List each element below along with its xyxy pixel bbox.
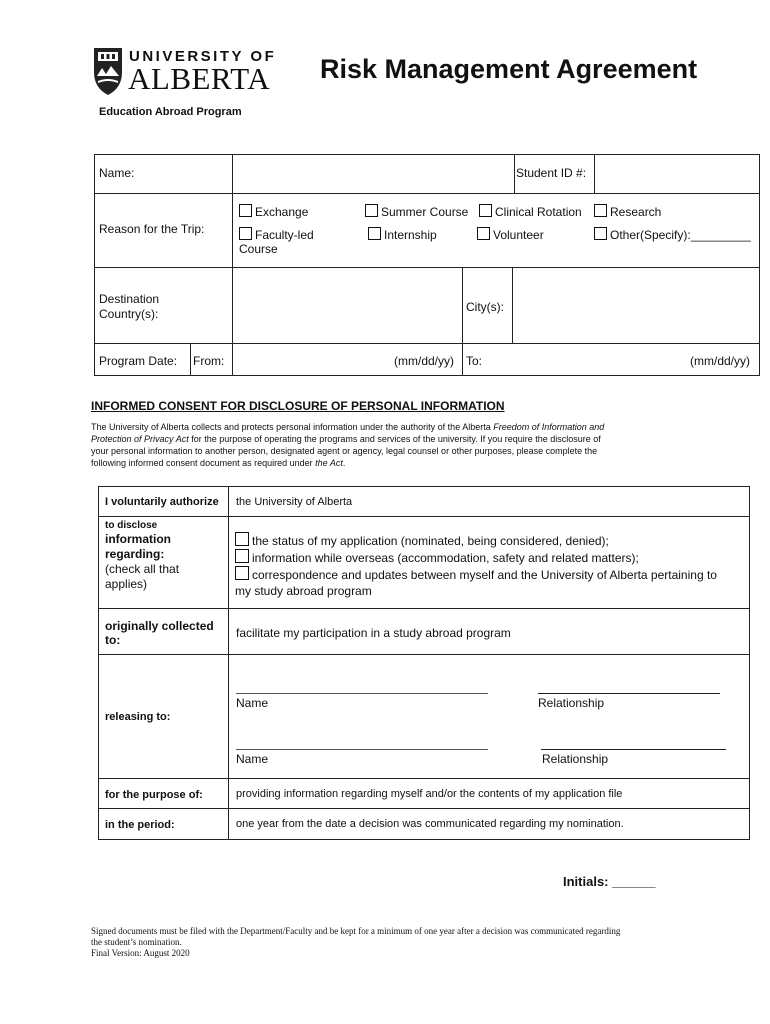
checkbox[interactable] (365, 204, 378, 217)
recipient-2-relationship-line[interactable] (541, 749, 726, 750)
checkbox[interactable] (239, 227, 252, 240)
period-label: in the period: (105, 819, 175, 831)
reason-faculty-led[interactable]: Faculty-led Course (239, 228, 314, 256)
reason-research[interactable]: Research (594, 204, 661, 219)
student-id-label: Student ID #: (516, 166, 587, 180)
from-date-format: (mm/dd/yy) (394, 354, 454, 368)
destination-label: Destination Country(s): (99, 292, 160, 321)
purpose-label: for the purpose of: (105, 789, 203, 801)
authorize-value: the University of Alberta (236, 496, 353, 508)
reason-label: Reason for the Trip: (99, 222, 205, 236)
city-field[interactable] (514, 269, 758, 343)
consent-heading: INFORMED CONSENT FOR DISCLOSURE OF PERSONAL INFORMATION (91, 399, 505, 413)
option-overseas-info[interactable]: information while overseas (accommodation, safety and related matters); (235, 549, 717, 566)
purpose-value: providing information regarding myself and/or the contents of my application file (236, 788, 623, 800)
logo-line-alberta: ALBERTA (128, 61, 271, 96)
to-date-format: (mm/dd/yy) (690, 354, 750, 368)
consent-paragraph: The University of Alberta collects and protects personal information under the authority of the Alberta Freedom of Information and Protection of Privacy Act for the purpose of operating the programs and services of the university. If you require the disclosure of your personal information to another person, designated agent or agency, legal counsel or other purposes, please complete the following informed consent document as required under the Act. (91, 422, 605, 468)
option-correspondence[interactable]: correspondence and updates between myself and the University of Alberta pertaining to (235, 566, 717, 583)
student-id-field[interactable] (596, 155, 758, 193)
checkbox[interactable] (594, 204, 607, 217)
reason-internship[interactable]: Internship (368, 227, 437, 242)
checkbox[interactable] (239, 204, 252, 217)
destination-field[interactable] (234, 269, 461, 343)
consent-table (98, 486, 750, 840)
recipient-2-name-line[interactable] (236, 749, 488, 750)
name-field[interactable] (234, 155, 513, 193)
to-label: To: (466, 354, 483, 368)
releasing-label: releasing to: (105, 711, 171, 723)
program-date-label: Program Date: (99, 354, 178, 368)
logo-line-university-of: UNIVERSITY OF (129, 48, 277, 65)
checkbox[interactable] (235, 566, 249, 580)
footer-note: Signed documents must be filed with the Department/Faculty and be kept for a minimum of one year after a decision was communicated regarding the student’s nomination. Final Version: August 2020 (91, 926, 621, 958)
checkbox[interactable] (368, 227, 381, 240)
checkbox[interactable] (235, 532, 249, 546)
reason-clinical-rotation[interactable]: Clinical Rotation (479, 204, 582, 219)
initials-line[interactable]: ______ (612, 874, 656, 889)
document-title: Risk Management Agreement (320, 54, 698, 84)
city-label: City(s): (466, 300, 504, 314)
version-label: Final Version: August 2020 (91, 948, 190, 958)
collected-value: facilitate my participation in a study abroad program (236, 626, 511, 640)
university-logo (92, 46, 284, 98)
disclosure-options: the status of my application (nominated, being considered, denied); information while overseas (accommodation, safety and related matters); correspondence and updates between myself and the University of Alberta pertaining to my study abroad program (235, 534, 717, 598)
name-label: Name: (99, 166, 135, 180)
recipient-1-relationship-caption: Relationship (538, 696, 605, 710)
reason-volunteer[interactable]: Volunteer (477, 227, 544, 242)
recipient-1-name-caption: Name (236, 696, 269, 710)
checkbox[interactable] (477, 227, 490, 240)
collected-label: originally collected to: (105, 619, 214, 647)
from-label: From: (193, 354, 225, 368)
option-application-status[interactable]: the status of my application (nominated, being considered, denied); (235, 532, 717, 549)
recipient-2-relationship-caption: Relationship (542, 752, 609, 766)
recipient-1-name-line[interactable] (236, 693, 488, 694)
checkbox[interactable] (235, 549, 249, 563)
checkbox[interactable] (594, 227, 607, 240)
program-name: Education Abroad Program (99, 106, 242, 118)
checkbox[interactable] (479, 204, 492, 217)
trip-info-table (94, 154, 760, 376)
period-value: one year from the date a decision was communicated regarding my nomination. (236, 818, 624, 830)
recipient-1-relationship-line[interactable] (538, 693, 720, 694)
reason-other[interactable]: Other(Specify):_________ (594, 227, 751, 242)
authorize-label: I voluntarily authorize (105, 496, 219, 508)
initials[interactable] (563, 874, 656, 889)
recipient-2-name-caption: Name (236, 752, 269, 766)
crest-icon (92, 46, 124, 96)
initials-label: Initials: (563, 874, 609, 889)
disclose-label: to disclose information regarding: (check all that applies) (105, 520, 180, 591)
reason-exchange[interactable]: Exchange (239, 204, 308, 219)
reason-summer-course[interactable]: Summer Course (365, 204, 468, 219)
